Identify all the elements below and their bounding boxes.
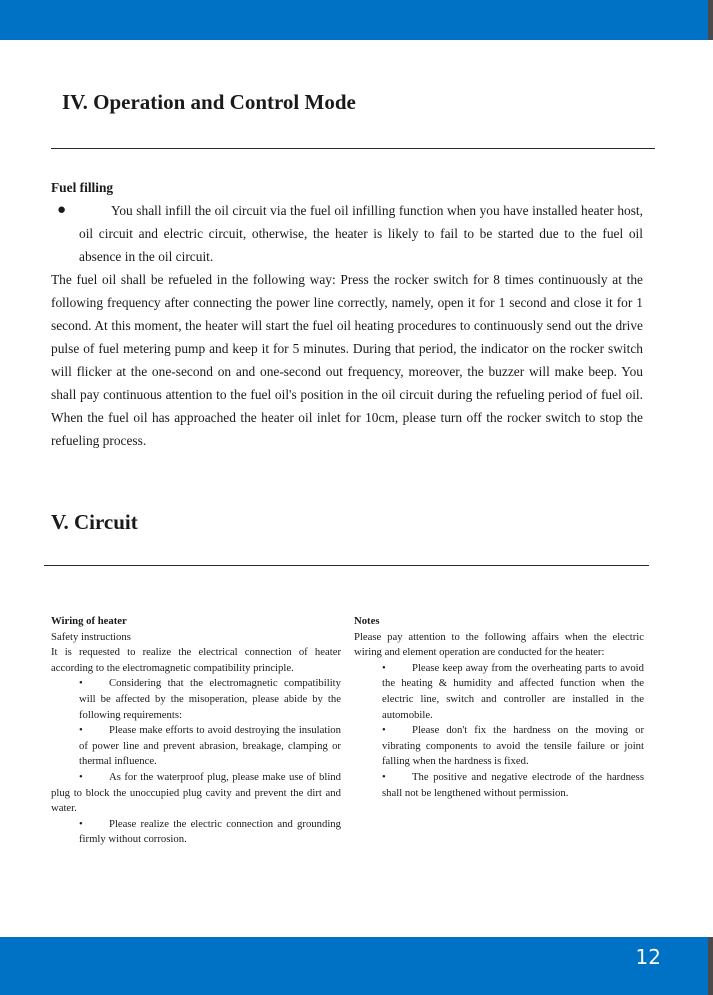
notes-item-text: Please keep away from the overheating parts to avoid the heating & humidity and affected function when the electric line, switch and controller are installed in the automobile.	[382, 661, 644, 721]
notes-column	[354, 614, 644, 801]
notes-heading: Notes	[354, 615, 380, 627]
fuel-filling-paragraph: The fuel oil shall be refueled in the following way: Press the rocker switch for 8 times continuously at the following frequency after connecting the power line correctly, namely, open it for 1 second and close it for 1 second. At this moment, the heater will start the fuel oil heating procedures to continuously send out the drive pulse of fuel metering pump and keep it for 5 minutes. During that period, the indicator on the rocker switch will flicker at the one-second on and one-second out frequency, moreover, the buzzer will make beep. You shall pay continuous attention to the fuel oil's position in the oil circuit during the refueling period of fuel oil. When the fuel oil has approached the heater oil inlet for 10cm, please turn off the rocker switch to stop the refueling process.	[51, 272, 643, 448]
bullet-dot-icon: •	[79, 817, 83, 830]
bullet-dot-icon: •	[382, 724, 386, 737]
section-title-circuit: V. Circuit	[51, 510, 138, 534]
wiring-column	[51, 614, 341, 848]
divider-line	[44, 565, 649, 566]
bullet-dot-icon: •	[382, 661, 386, 674]
notes-item-text: The positive and negative electrode of the hardness shall not be lengthened without permission.	[382, 770, 644, 799]
page-number: 12	[635, 945, 661, 969]
notes-intro: Please pay attention to the following affairs when the electric wiring and element operation are conducted for the heater:	[354, 630, 644, 659]
notes-item	[354, 770, 644, 801]
wiring-item	[51, 817, 341, 848]
right-edge-top	[708, 0, 713, 40]
bullet-dot-icon: •	[79, 677, 83, 690]
fuel-filling-heading: Fuel filling	[51, 180, 114, 195]
notes-item	[354, 723, 644, 770]
fuel-filling-section	[51, 176, 643, 452]
wiring-item	[51, 723, 341, 770]
top-banner	[0, 0, 713, 40]
bullet-dot-icon: •	[79, 724, 83, 737]
notes-item	[354, 661, 644, 723]
section-title-operation: IV. Operation and Control Mode	[62, 90, 356, 114]
bullet-dot-icon: •	[79, 770, 83, 783]
fuel-filling-bullet	[51, 199, 643, 268]
divider-line	[51, 148, 655, 149]
safety-instructions-label: Safety instructions	[51, 630, 131, 643]
wiring-heading: Wiring of heater	[51, 615, 127, 627]
wiring-item-text: Please realize the electric connection and grounding firmly without corrosion.	[79, 817, 341, 846]
wiring-item	[51, 676, 341, 723]
bullet-dot-icon: •	[382, 770, 386, 783]
wiring-item	[51, 770, 341, 817]
bottom-banner	[0, 937, 713, 995]
wiring-intro: It is requested to realize the electrical connection of heater according to the electromagnetic compatibility principle.	[51, 646, 341, 674]
wiring-item-text: Please make efforts to avoid destroying the insulation of power line and prevent abrasion, breakage, clamping or thermal influence.	[79, 724, 341, 768]
wiring-item-text: Considering that the electromagnetic compatibility will be affected by the misoperation, please abide by the following requirements:	[79, 677, 341, 721]
notes-item-text: Please don't fix the hardness on the moving or vibrating components to avoid the tensile failure or joint falling when the hardness is fixed.	[382, 724, 644, 768]
fuel-filling-bullet-text: You shall infill the oil circuit via the fuel oil infilling function when you have installed heater host, oil circuit and electric circuit, otherwise, the heater is likely to fail to be started due to the fuel oil absence in the oil circuit.	[79, 203, 643, 264]
bullet-dot-icon: ●	[57, 202, 67, 218]
right-edge-bottom	[708, 937, 713, 995]
wiring-item-text: As for the waterproof plug, please make use of blind plug to block the unoccupied plug cavity and prevent the dirt and water.	[51, 770, 341, 815]
